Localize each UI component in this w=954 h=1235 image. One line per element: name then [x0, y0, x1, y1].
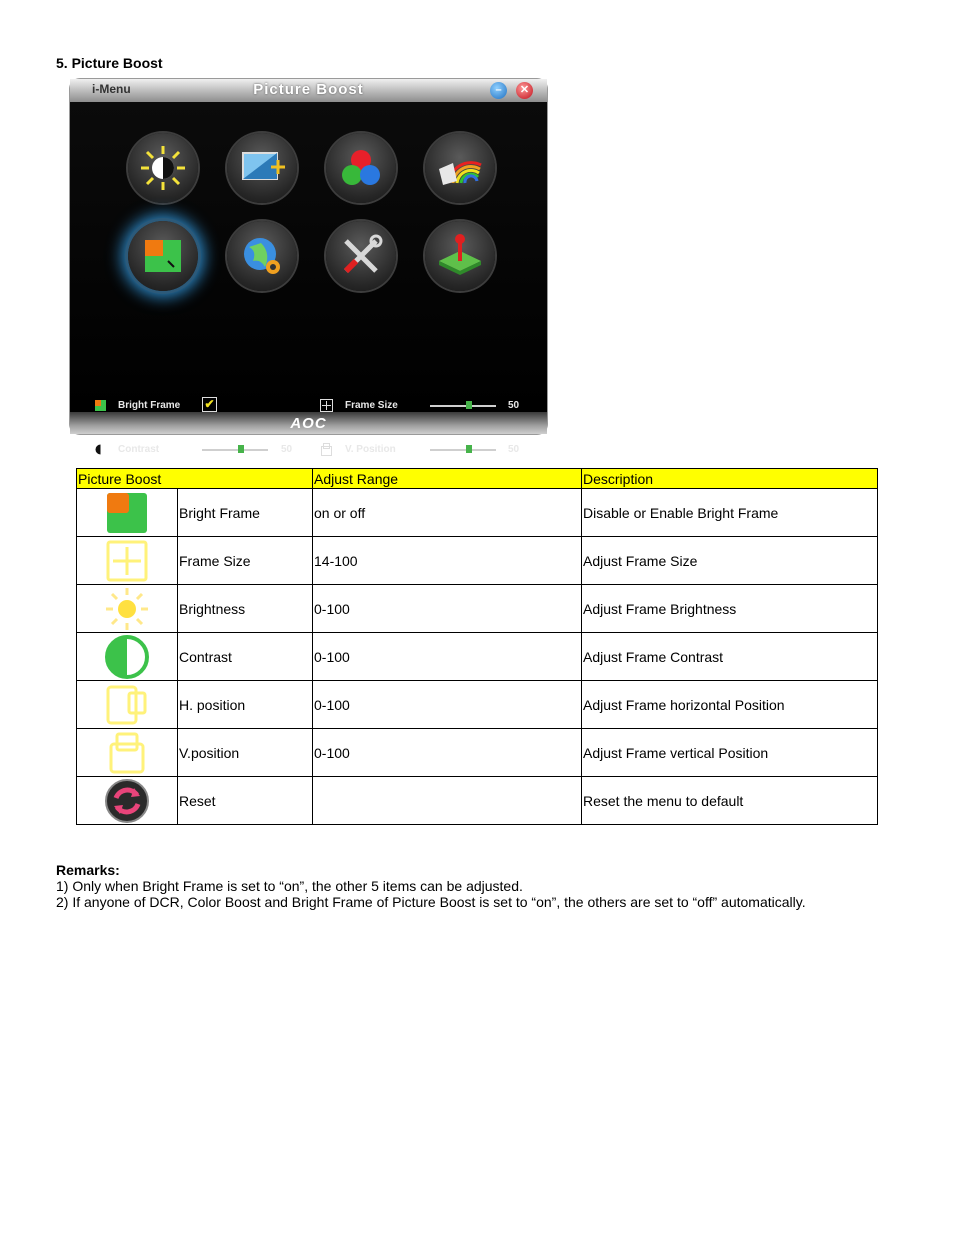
slider-knob[interactable] — [466, 401, 472, 409]
table-cell-item: Brightness — [178, 585, 313, 633]
table-icon-cell — [77, 585, 178, 633]
table-row — [77, 729, 878, 777]
table-cell-range: 0-100 — [313, 681, 582, 729]
table-cell-range: 0-100 — [313, 729, 582, 777]
contrast-slider[interactable] — [202, 449, 268, 451]
table-cell-description: Adjust Frame Brightness — [582, 585, 878, 633]
table-cell-range: 0-100 — [313, 633, 582, 681]
contrast-icon — [104, 634, 150, 680]
table-cell-item: Contrast — [178, 633, 313, 681]
aoc-logo: AOC — [290, 415, 327, 432]
table-cell-description: Adjust Frame vertical Position — [582, 729, 878, 777]
table-cell-item: H. position — [178, 681, 313, 729]
close-button[interactable]: ✕ — [516, 82, 533, 99]
table-cell-range: 0-100 — [313, 585, 582, 633]
table-header: Description — [582, 469, 878, 489]
picture-boost-icon[interactable] — [128, 221, 198, 291]
remark-line: 2) If anyone of DCR, Color Boost and Bright Frame of Picture Boost is set to “on”, the others are set to “off” automatically. — [56, 894, 806, 910]
osd-row-v-position[interactable] — [320, 442, 530, 458]
table-icon-cell — [77, 489, 178, 537]
table-row — [77, 633, 878, 681]
color-boost-icon[interactable] — [425, 133, 495, 203]
table-cell-description: Adjust Frame Size — [582, 537, 878, 585]
reset-icon — [104, 778, 150, 824]
v-position-slider[interactable] — [430, 449, 496, 451]
exit-icon[interactable] — [425, 221, 495, 291]
table-cell-range — [313, 777, 582, 825]
section-title: 5. Picture Boost — [56, 55, 163, 71]
remarks-heading: Remarks: — [56, 862, 120, 878]
table-cell-range: 14-100 — [313, 537, 582, 585]
extra-icon[interactable] — [326, 221, 396, 291]
table-cell-description: Disable or Enable Bright Frame — [582, 489, 878, 537]
frame-size-slider[interactable] — [430, 405, 496, 407]
imenu-brand: i-Menu — [92, 82, 131, 96]
bright-frame-icon — [105, 491, 149, 535]
table-icon-cell — [77, 681, 178, 729]
frame-size-icon — [320, 399, 333, 412]
table-row — [77, 537, 878, 585]
osd-label: Bright Frame — [118, 400, 181, 411]
osd-setup-icon[interactable] — [227, 221, 297, 291]
table-header: Adjust Range — [313, 469, 582, 489]
slider-knob[interactable] — [238, 445, 244, 453]
table-cell-range: on or off — [313, 489, 582, 537]
frame-size-icon — [105, 539, 149, 583]
osd-label: V. Position — [345, 444, 396, 455]
imenu-title: Picture Boost — [253, 81, 364, 98]
image-setup-icon[interactable] — [227, 133, 297, 203]
slider-value: 50 — [281, 444, 293, 455]
osd-row-contrast[interactable] — [94, 442, 294, 458]
bright-frame-checkbox[interactable]: ✔ — [202, 397, 217, 412]
contrast-icon — [94, 443, 107, 456]
table-row — [77, 681, 878, 729]
slider-knob[interactable] — [466, 445, 472, 453]
table-header-row — [77, 469, 878, 489]
table-row — [77, 489, 878, 537]
imenu-window — [70, 79, 547, 455]
color-temp-icon[interactable] — [326, 133, 396, 203]
table-cell-item: Bright Frame — [178, 489, 313, 537]
osd-label: Frame Size — [345, 400, 398, 411]
h-position-icon — [105, 683, 149, 727]
table-row — [77, 585, 878, 633]
osd-label: Contrast — [118, 444, 160, 455]
table-cell-description: Reset the menu to default — [582, 777, 878, 825]
brightness-icon — [105, 587, 149, 631]
table-cell-description: Adjust Frame horizontal Position — [582, 681, 878, 729]
remarks — [56, 862, 806, 910]
table-cell-item: V.position — [178, 729, 313, 777]
table-icon-cell — [77, 537, 178, 585]
table-icon-cell — [77, 729, 178, 777]
bright-frame-icon — [94, 399, 107, 412]
minimize-button[interactable]: – — [490, 82, 507, 99]
table-cell-item: Reset — [178, 777, 313, 825]
table-cell-item: Frame Size — [178, 537, 313, 585]
slider-value: 50 — [508, 400, 520, 411]
luminance-icon[interactable] — [128, 133, 198, 203]
table-icon-cell — [77, 777, 178, 825]
picture-boost-table — [76, 468, 878, 825]
table-row — [77, 777, 878, 825]
table-header: Picture Boost — [77, 469, 313, 489]
remark-line: 1) Only when Bright Frame is set to “on”, the other 5 items can be adjusted. — [56, 878, 523, 894]
slider-value: 50 — [508, 444, 520, 455]
table-icon-cell — [77, 633, 178, 681]
imenu-footer — [70, 412, 547, 434]
v-position-icon — [320, 443, 333, 456]
v-position-icon — [105, 731, 149, 775]
imenu-titlebar — [70, 79, 547, 102]
table-cell-description: Adjust Frame Contrast — [582, 633, 878, 681]
